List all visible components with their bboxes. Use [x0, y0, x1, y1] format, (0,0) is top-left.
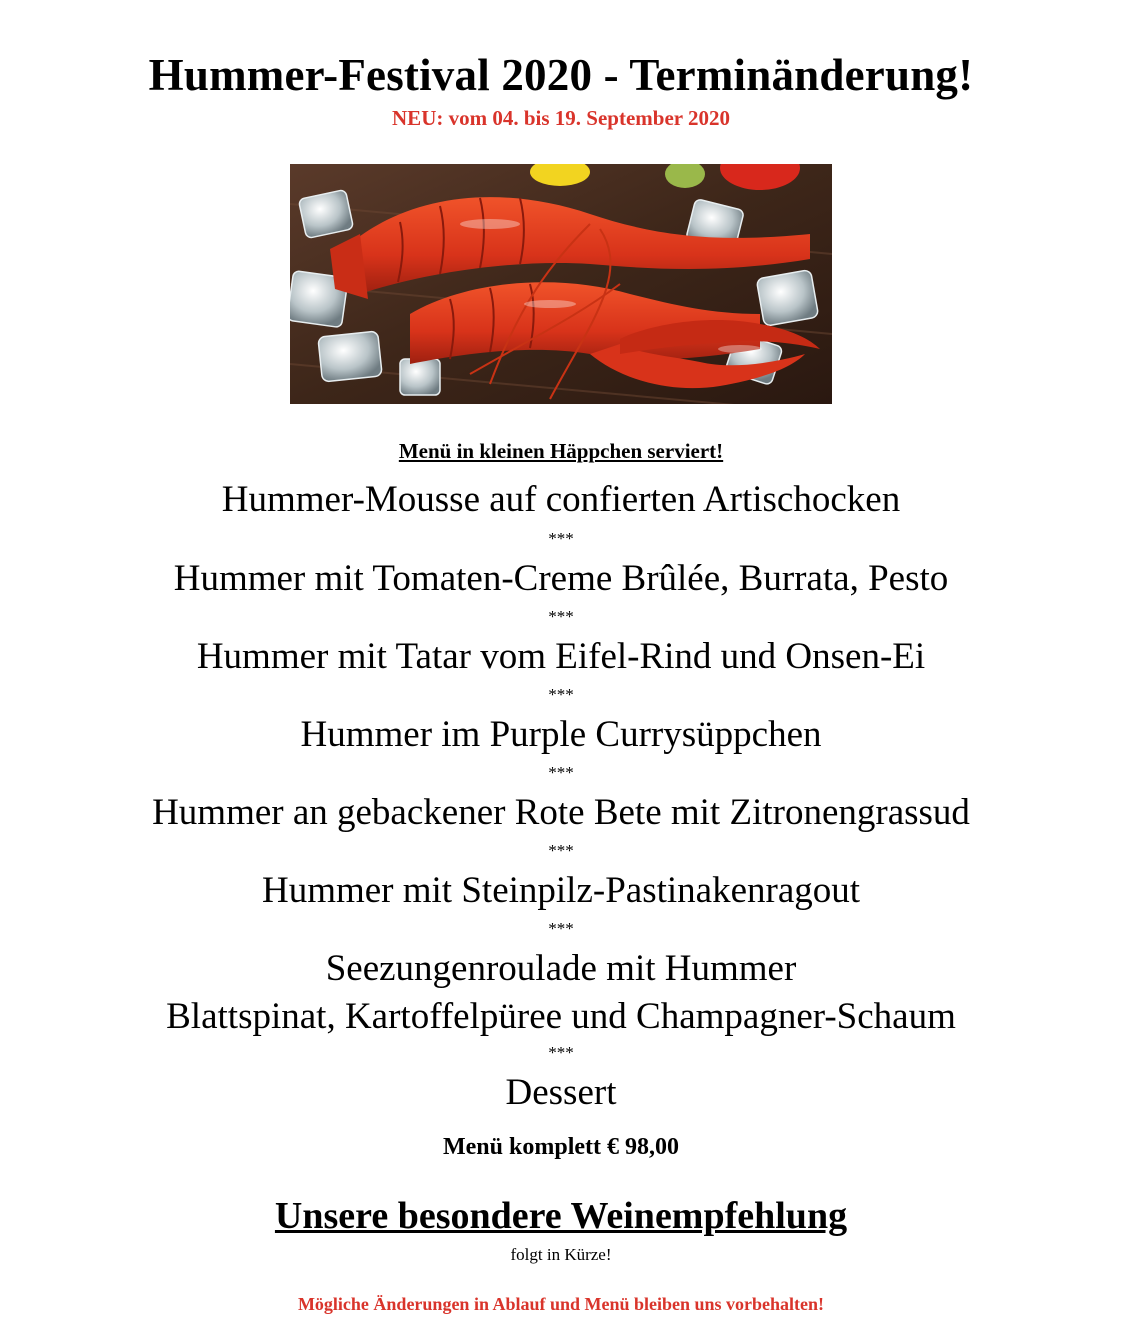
course-1: Hummer-Mousse auf confierten Artischocken — [221, 479, 901, 520]
course-4: Hummer im Purple Currysüppchen — [300, 714, 822, 755]
course-separator: *** — [548, 607, 574, 626]
course-separator: *** — [548, 529, 574, 548]
menu-price: Menü komplett € 98,00 — [443, 1134, 679, 1160]
disclaimer: Mögliche Änderungen in Ablauf und Menü bleiben uns vorbehalten! — [297, 1294, 825, 1314]
wine-note: folgt in Kürze! — [510, 1245, 612, 1264]
course-7: Seezungenroulade mit Hummer — [325, 948, 797, 989]
course-separator: *** — [548, 685, 574, 704]
course-separator: *** — [548, 1043, 574, 1062]
course-7-garnish: Blattspinat, Kartoffelpüree und Champagner-Schaum — [166, 996, 956, 1037]
course-6: Hummer mit Steinpilz-Pastinakenragout — [261, 870, 861, 911]
course-separator: *** — [548, 919, 574, 938]
course-5: Hummer an gebackener Rote Bete mit Zitronengrassud — [152, 792, 970, 833]
serving-note: Menü in kleinen Häppchen serviert! — [398, 439, 724, 463]
course-separator: *** — [548, 763, 574, 782]
course-2: Hummer mit Tomaten-Creme Brûlée, Burrata, Pesto — [173, 558, 949, 599]
course-separator: *** — [548, 841, 574, 860]
course-dessert: Dessert — [505, 1072, 617, 1113]
lobster-photo — [290, 164, 832, 404]
lobster-illustration — [290, 164, 832, 404]
course-3: Hummer mit Tatar vom Eifel-Rind und Onsen-Ei — [196, 636, 926, 677]
date-change-notice: NEU: vom 04. bis 19. September 2020 — [392, 106, 730, 130]
wine-heading: Unsere besondere Weinempfehlung — [274, 1195, 848, 1237]
page-title: Hummer-Festival 2020 - Terminänderung! — [148, 50, 974, 100]
